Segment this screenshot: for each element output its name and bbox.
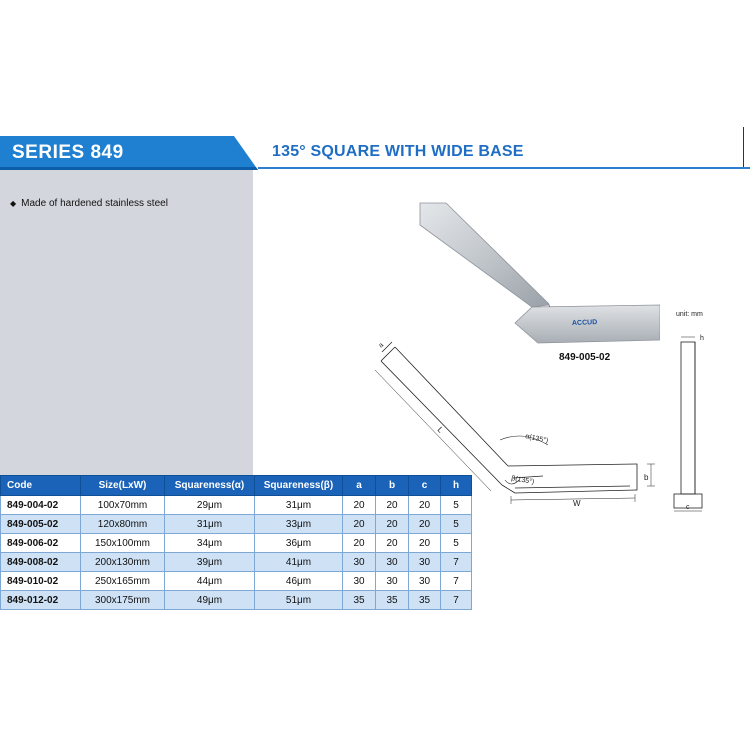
cell-h: 7 <box>441 553 472 572</box>
cell-squareness-beta: 51μm <box>255 591 343 610</box>
dim-h-label: h <box>700 335 704 342</box>
angle-alpha-label: α(135°) <box>524 433 549 445</box>
cell-squareness-alpha: 49μm <box>165 591 255 610</box>
cell-a: 35 <box>343 591 376 610</box>
cell-code: 849-008-02 <box>1 553 81 572</box>
cell-b: 30 <box>376 553 409 572</box>
cell-b: 30 <box>376 572 409 591</box>
cell-code: 849-006-02 <box>1 534 81 553</box>
dim-c-label: c <box>686 504 690 511</box>
cell-code: 849-010-02 <box>1 572 81 591</box>
cell-code: 849-005-02 <box>1 515 81 534</box>
feature-item <box>10 198 168 209</box>
cell-squareness-beta: 33μm <box>255 515 343 534</box>
cell-b: 20 <box>376 496 409 515</box>
dim-a-label: a <box>377 341 386 350</box>
cell-squareness-beta: 41μm <box>255 553 343 572</box>
page-edge-mark <box>743 127 744 167</box>
col-header-a: a <box>343 476 376 496</box>
col-header-h: h <box>441 476 472 496</box>
table-row <box>1 591 472 610</box>
cell-h: 7 <box>441 572 472 591</box>
cell-squareness-alpha: 31μm <box>165 515 255 534</box>
table-row <box>1 553 472 572</box>
cell-squareness-beta: 46μm <box>255 572 343 591</box>
feature-text: Made of hardened stainless steel <box>21 198 168 209</box>
cell-code: 849-004-02 <box>1 496 81 515</box>
col-header-squareness-beta: Squareness(β) <box>255 476 343 496</box>
cell-size: 150x100mm <box>81 534 165 553</box>
col-header-size: Size(LxW) <box>81 476 165 496</box>
bullet-icon: ◆ <box>10 199 17 208</box>
cell-a: 30 <box>343 553 376 572</box>
unit-label: unit: mm <box>676 311 703 318</box>
cell-squareness-alpha: 39μm <box>165 553 255 572</box>
cell-c: 30 <box>409 572 441 591</box>
dim-l-label: L <box>435 425 446 435</box>
spec-table <box>0 475 472 610</box>
cell-squareness-alpha: 34μm <box>165 534 255 553</box>
cell-h: 7 <box>441 591 472 610</box>
cell-size: 100x70mm <box>81 496 165 515</box>
brand-label: ACCUD <box>571 319 598 327</box>
cell-h: 5 <box>441 515 472 534</box>
cell-squareness-beta: 31μm <box>255 496 343 515</box>
dim-b-label: b <box>644 473 649 482</box>
cell-c: 20 <box>409 496 441 515</box>
cell-a: 20 <box>343 496 376 515</box>
cell-squareness-beta: 36μm <box>255 534 343 553</box>
cell-size: 200x130mm <box>81 553 165 572</box>
cell-squareness-alpha: 29μm <box>165 496 255 515</box>
col-header-squareness-alpha: Squareness(α) <box>165 476 255 496</box>
cell-h: 5 <box>441 534 472 553</box>
product-title: 135° SQUARE WITH WIDE BASE <box>272 143 524 160</box>
table-row <box>1 572 472 591</box>
product-photo <box>410 195 660 345</box>
cell-b: 20 <box>376 534 409 553</box>
cell-a: 20 <box>343 515 376 534</box>
cell-b: 20 <box>376 515 409 534</box>
photo-caption: 849-005-02 <box>559 352 611 363</box>
angle-beta-label: β(135°) <box>510 475 535 486</box>
cell-size: 120x80mm <box>81 515 165 534</box>
cell-h: 5 <box>441 496 472 515</box>
technical-drawing-side <box>660 325 740 515</box>
cell-c: 35 <box>409 591 441 610</box>
cell-code: 849-012-02 <box>1 591 81 610</box>
table-header-row <box>1 476 472 496</box>
cell-size: 300x175mm <box>81 591 165 610</box>
cell-b: 35 <box>376 591 409 610</box>
cell-c: 20 <box>409 534 441 553</box>
blade-shape <box>420 203 548 307</box>
col-header-b: b <box>376 476 409 496</box>
table-row <box>1 534 472 553</box>
cell-size: 250x165mm <box>81 572 165 591</box>
dim-w-label: W <box>573 499 581 508</box>
col-header-c: c <box>409 476 441 496</box>
col-header-code: Code <box>1 476 81 496</box>
table-row <box>1 496 472 515</box>
header-underline <box>258 167 750 169</box>
cell-c: 20 <box>409 515 441 534</box>
cell-a: 20 <box>343 534 376 553</box>
feature-panel <box>0 170 253 475</box>
series-title: SERIES 849 <box>12 142 124 163</box>
table-row <box>1 515 472 534</box>
cell-squareness-alpha: 44μm <box>165 572 255 591</box>
cell-a: 30 <box>343 572 376 591</box>
cell-c: 30 <box>409 553 441 572</box>
